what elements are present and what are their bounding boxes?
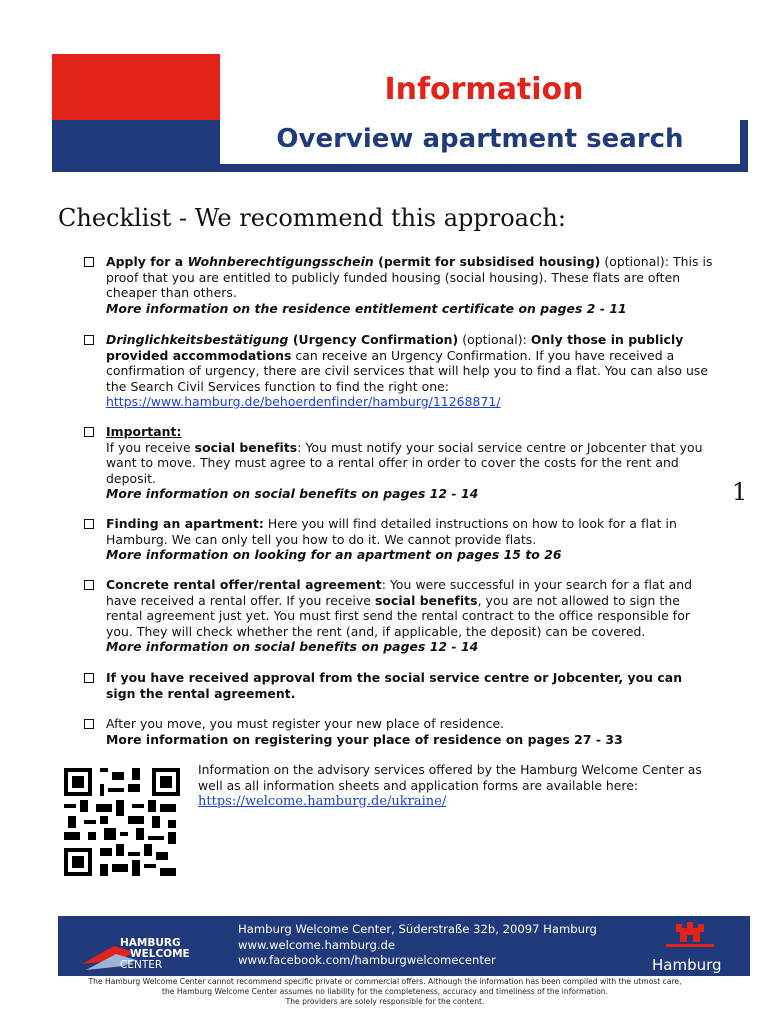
qr-info-block	[198, 762, 718, 810]
welcome-ukraine-link[interactable]: https://welcome.hamburg.de/ukraine/	[198, 794, 447, 809]
checkbox-icon[interactable]	[84, 519, 94, 529]
item-body: (optional): This is proof that you are entitled to publicly funded housing (social housing). These flats are often cheaper than others.	[106, 254, 713, 300]
footer-bar	[58, 916, 750, 976]
behoerdenfinder-link[interactable]: https://www.hamburg.de/behoerdenfinder/hamburg/11268871/	[106, 394, 501, 409]
item-bold: social benefits	[374, 592, 478, 608]
item-body: : You were successful in your search for a flat and have received a rental offer. If you receive	[106, 577, 693, 608]
checkbox-icon[interactable]	[84, 427, 94, 437]
checklist-title: Checklist - We recommend this approach:	[58, 204, 566, 232]
item-body: , you are not allowed to sign the rental agreement just yet. You must first send the rental contract to the office responsible for you. They will check whether the rent (and, if applicable, the deposit) can be covered.	[106, 592, 690, 639]
checklist-item-2	[84, 332, 714, 410]
hwc-logo-line-1: HAMBURG	[120, 937, 181, 949]
qr-code-icon[interactable]	[64, 768, 180, 876]
footer-contact	[238, 922, 597, 969]
checkbox-icon[interactable]	[84, 580, 94, 590]
page-number: 1	[732, 478, 748, 506]
item-more-info: More information on social benefits on pages 12 - 14	[106, 639, 479, 654]
hwc-logo-line-3: CENTER	[120, 959, 163, 971]
footer-website-link[interactable]: www.welcome.hamburg.de	[238, 937, 396, 952]
checklist-item-5	[84, 577, 714, 655]
item-body: can receive an Urgency Confirmation. If you have received a confirmation of urgency, there are civil services that will help you to find a flat. You can also use the Search Civil Services function to find the right one:	[106, 347, 709, 394]
item-heading: Important:	[106, 424, 182, 439]
item-text	[106, 424, 714, 502]
item-body: After you move, you must register your new place of residence.	[106, 716, 505, 731]
checkbox-icon[interactable]	[84, 257, 94, 267]
checkbox-icon[interactable]	[84, 719, 94, 729]
item-bold: social benefits	[194, 439, 298, 455]
item-italic-bold: Wohnberechtigungsschein	[187, 254, 374, 269]
item-bold: Finding an apartment:	[106, 516, 264, 531]
item-bold: Apply for a	[106, 254, 188, 269]
disclaimer	[40, 977, 730, 1007]
checklist-item-7	[84, 716, 714, 747]
item-text	[106, 716, 714, 747]
item-bold: If you have received approval from the social service centre or Jobcenter, you can sign the rental agreement.	[106, 670, 683, 701]
item-more-info: More information on social benefits on pages 12 - 14	[106, 486, 479, 501]
header-banner	[52, 54, 748, 172]
disclaimer-line-2: the Hamburg Welcome Center assumes no liability for the completeness, accuracy and timeliness of the information.	[161, 987, 609, 996]
header-subtitle: Overview apartment search	[276, 124, 684, 154]
item-text	[106, 670, 714, 701]
disclaimer-line-1: The Hamburg Welcome Center cannot recommend specific private or commercial offers. Although the information has been compiled with the utmost care,	[88, 977, 682, 986]
item-bold: (Urgency Confirmation)	[288, 332, 459, 347]
checklist-item-4	[84, 516, 714, 563]
item-bold: (permit for subsidised housing)	[373, 254, 601, 269]
hwc-logo-line-2: WELCOME	[130, 948, 190, 960]
hwc-logo-text	[120, 938, 190, 971]
item-body: Here you will find detailed instructions on how to look for a flat in Hamburg. We can only tell you how to do it. We cannot provide flats.	[106, 516, 677, 547]
qr-info-text: Information on the advisory services offered by the Hamburg Welcome Center as well as all information sheets and application forms are available here:	[198, 762, 702, 793]
item-more-info: More information on the residence entitlement certificate on pages 2 - 11	[106, 300, 627, 316]
item-text	[106, 577, 714, 655]
item-body: : You must notify your social service centre or Jobcenter that you want to move. They must agree to a rental offer in order to cover the costs for the rent and deposit.	[106, 439, 703, 486]
checkbox-icon[interactable]	[84, 335, 94, 345]
item-italic-bold: Dringlichkeitsbestätigung	[106, 332, 289, 347]
item-bold: Concrete rental offer/rental agreement	[106, 577, 382, 592]
checklist-item-3	[84, 424, 714, 502]
checklist-item-1	[84, 254, 714, 316]
hamburg-logo-text: Hamburg	[652, 956, 722, 974]
item-body: (optional):	[458, 332, 531, 347]
item-more-info: More information on looking for an apartment on pages 15 to 26	[106, 547, 562, 562]
item-text	[106, 332, 714, 410]
checkbox-icon[interactable]	[84, 673, 94, 683]
item-text	[106, 254, 714, 316]
checklist-item-6	[84, 670, 714, 701]
item-text	[106, 516, 714, 563]
item-bold: Only those in publicly provided accommodations	[106, 332, 684, 363]
item-more-info: More information on registering your place of residence on pages 27 - 33	[106, 731, 623, 747]
footer-address: Hamburg Welcome Center, Süderstraße 32b, 20097 Hamburg	[238, 922, 597, 936]
header-title: Information	[384, 72, 584, 107]
disclaimer-line-3: The providers are solely responsible for the content.	[285, 997, 485, 1006]
footer-facebook-link[interactable]: www.facebook.com/hamburgwelcomecenter	[238, 953, 496, 967]
item-body: If you receive	[106, 439, 195, 455]
